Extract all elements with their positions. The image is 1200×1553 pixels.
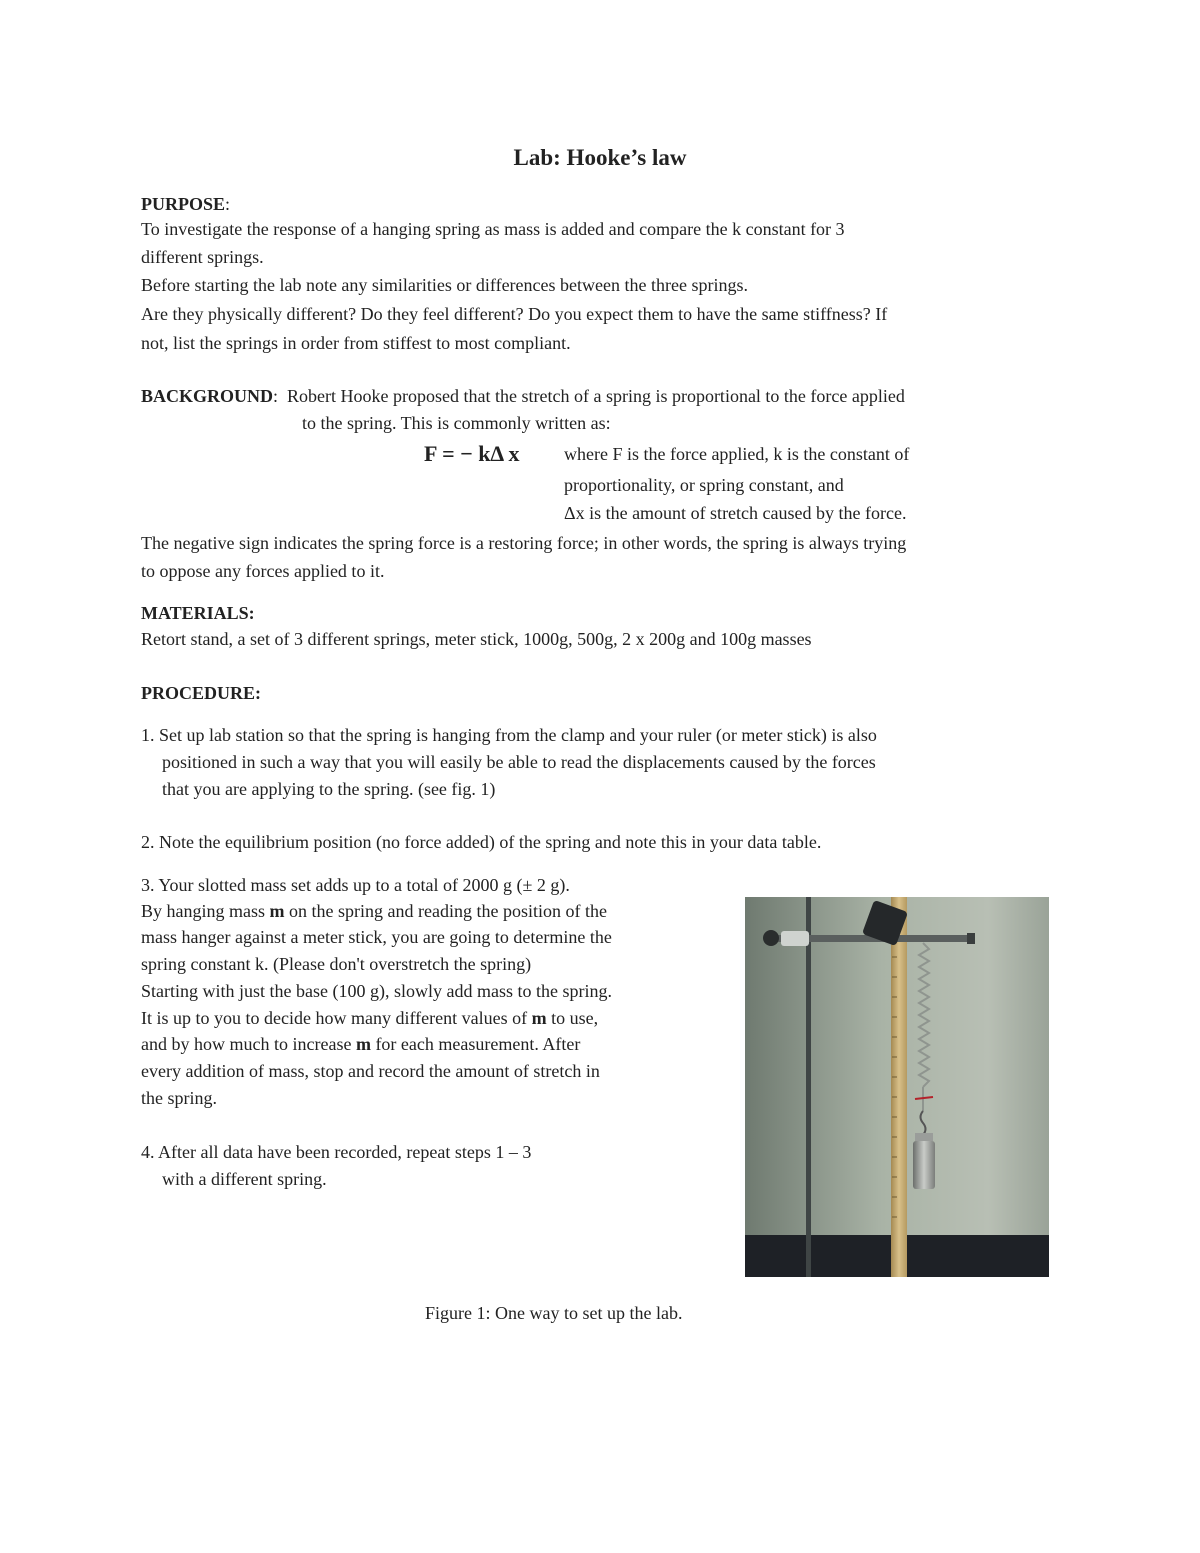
step-1-line-3: that you are applying to the spring. (see fig. 1): [162, 779, 496, 799]
purpose-colon: :: [225, 194, 231, 214]
step-3-line-3: mass hanger against a meter stick, you are going to determine the: [141, 927, 612, 947]
figure-caption: Figure 1: One way to set up the lab.: [425, 1303, 683, 1323]
step-3-line-2a: By hanging mass: [141, 901, 270, 921]
step-3-line-7: [141, 1031, 580, 1058]
step-4-line-2: with a different spring.: [162, 1169, 327, 1189]
purpose-line-2: different springs.: [141, 247, 264, 267]
figure-1-photo: [745, 897, 1049, 1277]
background-intro: Robert Hooke proposed that the stretch of a spring is proportional to the force applied: [278, 386, 905, 406]
background-after-2: to oppose any forces applied to it.: [141, 561, 385, 581]
materials-heading: MATERIALS:: [141, 603, 255, 623]
step-3-line-6b: to use,: [546, 1008, 599, 1028]
step-3-line-6a: It is up to you to decide how many different values of: [141, 1008, 532, 1028]
background-line-1: [141, 383, 905, 410]
purpose-line-5: not, list the springs in order from stiffest to most compliant.: [141, 333, 571, 353]
step-3-line-8: every addition of mass, stop and record the amount of stretch in: [141, 1061, 600, 1081]
step-3-line-1: 3. Your slotted mass set adds up to a total of 2000 g (± 2 g).: [141, 875, 570, 895]
purpose-heading-line: [141, 191, 230, 218]
background-heading: BACKGROUND: [141, 386, 274, 406]
step-3-line-9: the spring.: [141, 1088, 217, 1108]
step-3-line-7b: for each measurement. After: [370, 1034, 581, 1054]
equation-explain-2: proportionality, or spring constant, and: [564, 475, 844, 495]
step-2: 2. Note the equilibrium position (no force added) of the spring and note this in your data table.: [141, 832, 822, 852]
purpose-line-4: Are they physically different? Do they feel different? Do you expect them to have the same stiffness? If: [141, 304, 888, 324]
background-line-2: to the spring. This is commonly written as:: [302, 413, 611, 433]
step-3-line-7a: and by how much to increase: [141, 1034, 356, 1054]
step-3-line-4: spring constant k. (Please don't overstretch the spring): [141, 954, 532, 974]
step-4-line-1: 4. After all data have been recorded, repeat steps 1 – 3: [141, 1142, 532, 1162]
mass-symbol-m: m: [355, 1034, 371, 1054]
mass-symbol-m: m: [269, 901, 285, 921]
purpose-heading: PURPOSE: [141, 194, 226, 214]
lab-setup-illustration: [745, 897, 1049, 1277]
materials-text: Retort stand, a set of 3 different springs, meter stick, 1000g, 500g, 2 x 200g and 100g masses: [141, 629, 812, 649]
page-title: Lab: Hooke’s law: [513, 145, 687, 170]
step-3-line-5: Starting with just the base (100 g), slowly add mass to the spring.: [141, 981, 612, 1001]
equation-explain-3: Δx is the amount of stretch caused by the force.: [564, 503, 907, 523]
purpose-line-1: To investigate the response of a hanging spring as mass is added and compare the k constant for 3: [141, 219, 845, 239]
background-colon: :: [273, 386, 279, 406]
equation-explain-1: where F is the force applied, k is the constant of: [564, 444, 910, 464]
step-1-line-2: positioned in such a way that you will easily be able to read the displacements caused by the forces: [162, 752, 876, 772]
purpose-line-3: Before starting the lab note any similarities or differences between the three springs.: [141, 275, 748, 295]
step-1-line-1: 1. Set up lab station so that the spring is hanging from the clamp and your ruler (or meter stick) is also: [141, 725, 877, 745]
mass-symbol-m: m: [531, 1008, 547, 1028]
hookes-law-equation: F = − kΔ x: [424, 441, 520, 466]
step-3-line-2b: on the spring and reading the position of the: [284, 901, 607, 921]
step-3-line-6: [141, 1005, 598, 1032]
background-after-1: The negative sign indicates the spring force is a restoring force; in other words, the spring is always trying: [141, 533, 907, 553]
step-3-line-2: [141, 898, 607, 925]
procedure-heading: PROCEDURE:: [141, 683, 261, 703]
